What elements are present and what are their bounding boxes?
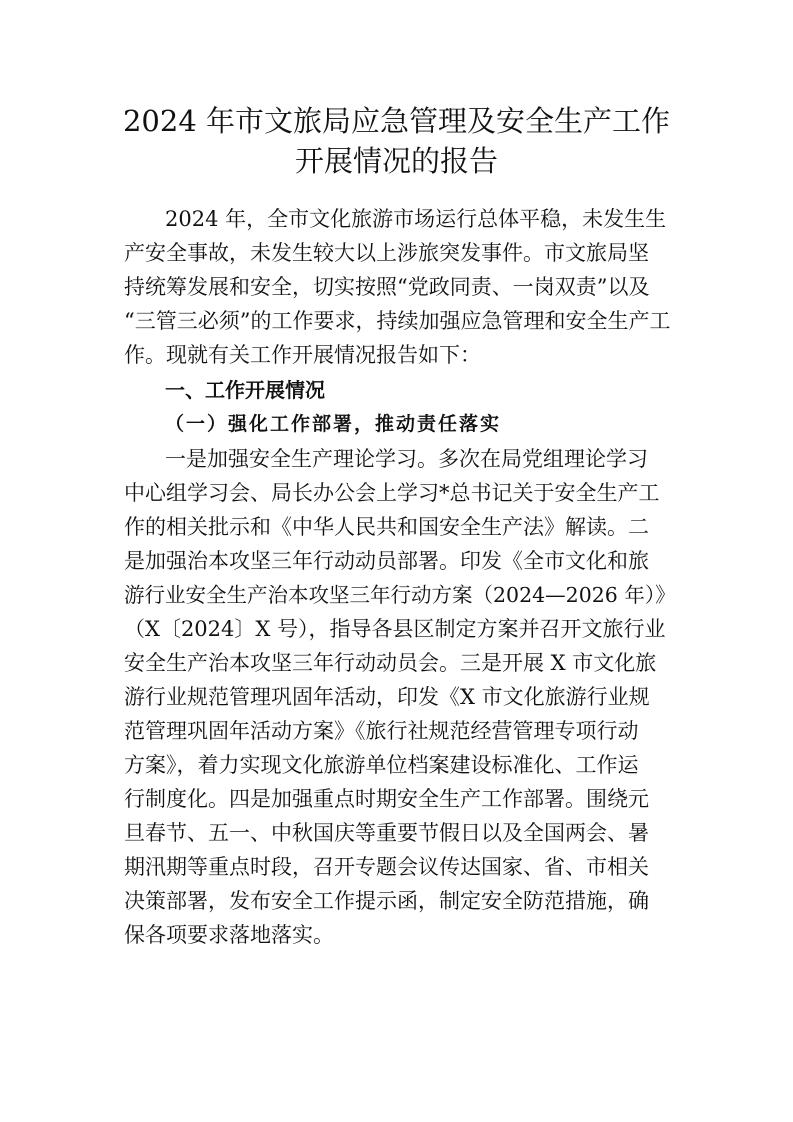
body-line: 一是加强安全生产理论学习。多次在局党组理论学习	[165, 447, 648, 471]
body-line: 作的相关批示和《中华人民共和国安全生产法》解读。二	[124, 515, 649, 539]
body-line: 决策部署，发布安全工作提示函，制定安全防范措施，确	[124, 889, 649, 913]
intro-line: 产安全事故，未发生较大以上涉旅突发事件。市文旅局坚	[124, 241, 649, 265]
body-line: 安全生产治本攻坚三年行动动员会。三是开展 X 市文化旅	[124, 651, 657, 675]
intro-line: 作。现就有关工作开展情况报告如下：	[124, 343, 481, 367]
intro-line: 2024 年，全市文化旅游市场运行总体平稳，未发生生	[165, 207, 667, 231]
body-line: 方案》，着力实现文化旅游单位档案建设标准化、工作运	[124, 753, 639, 777]
body-line: 期汛期等重点时段，召开专题会议传达国家、省、市相关	[124, 855, 649, 879]
body-line: 范管理巩固年活动方案》《旅行社规范经营管理专项行动	[124, 719, 639, 743]
body-line: 是加强治本攻坚三年行动动员部署。印发《全市文化和旅	[124, 549, 649, 573]
body-line: 旦春节、五一、中秋国庆等重要节假日以及全国两会、暑	[124, 821, 649, 845]
body-line: 游行业规范管理巩固年活动，印发《X 市文化旅游行业规	[124, 685, 650, 709]
title-line-2: 开展情况的报告	[294, 144, 498, 178]
intro-line: “三管三必须”的工作要求，持续加强应急管理和安全生产工	[124, 309, 671, 333]
body-line: 保各项要求落地落实。	[124, 923, 334, 947]
body-line: 行制度化。四是加强重点时期安全生产工作部署。围绕元	[124, 787, 649, 811]
body-line: 中心组学习会、局长办公会上学习*总书记关于安全生产工	[124, 481, 660, 505]
subsection-heading: （一）强化工作部署，推动责任落实	[165, 413, 502, 435]
title-line-1: 2024 年市文旅局应急管理及安全生产工作	[122, 104, 671, 138]
intro-line: 持统筹发展和安全，切实按照“党政同责、一岗双责”以及	[124, 275, 650, 299]
section-heading: 一、工作开展情况	[165, 378, 325, 402]
body-line: （X〔2024〕X 号），指导各县区制定方案并召开文旅行业	[124, 617, 666, 641]
body-line: 游行业安全生产治本攻坚三年行动方案（2024—2026 年）》	[124, 583, 676, 607]
